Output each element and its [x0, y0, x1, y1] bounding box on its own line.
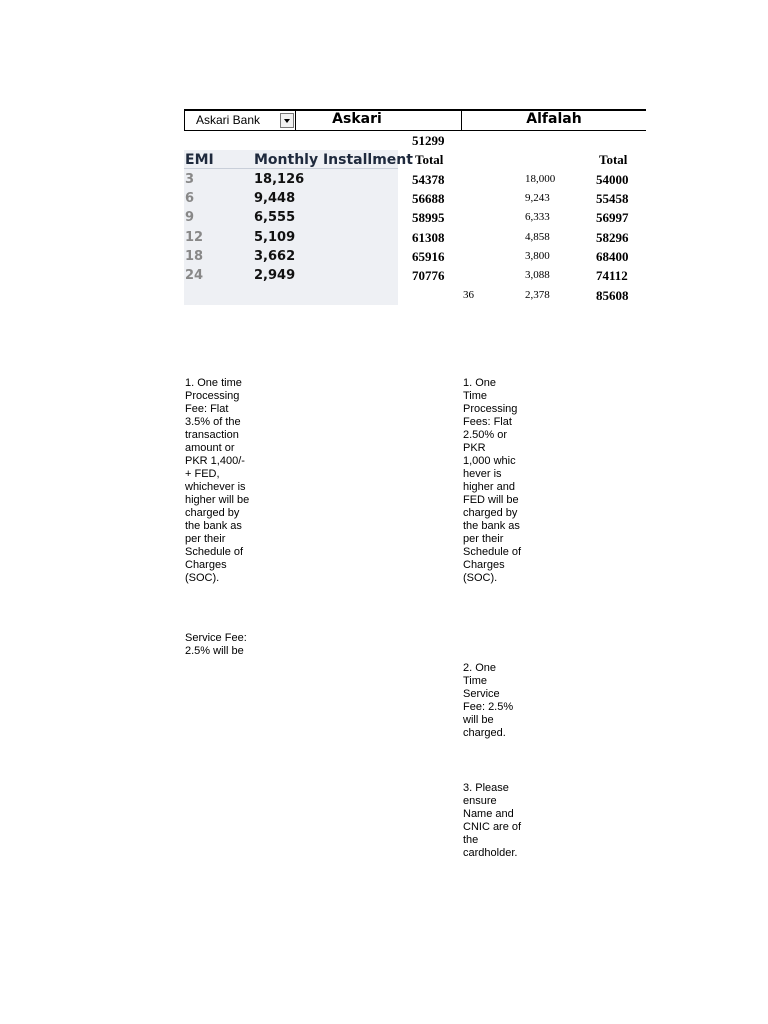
note-line: Fee: 2.5% — [463, 701, 514, 713]
askari-row-total: 56688 — [412, 191, 445, 206]
alfalah-row-total: 54000 — [596, 172, 629, 187]
note-line: Schedule of — [463, 546, 522, 558]
askari-emi-header: EMI — [185, 152, 214, 168]
askari-row-total: 58995 — [412, 210, 445, 225]
note-line: Fee: Flat — [185, 403, 229, 415]
note-line: (SOC). — [185, 572, 220, 584]
note-line: Charges — [463, 559, 505, 571]
note-line: Processing — [185, 390, 240, 402]
note-line: 2.5% will be — [185, 645, 244, 657]
note-line: charged by — [463, 507, 518, 519]
note-line: Time — [463, 390, 488, 402]
note-line: 1. One time — [185, 377, 242, 389]
note-line: 3. Please — [463, 782, 509, 794]
note-line: PKR 1,400/- — [185, 455, 245, 467]
alfalah-row-installment: 3,800 — [525, 250, 550, 262]
note-line: 2. One — [463, 662, 497, 674]
askari-row-emi: 12 — [185, 230, 204, 245]
alfalah-service-fee-note — [463, 662, 533, 740]
alfalah-row-total: 68400 — [596, 249, 629, 264]
alfalah-title: Alfalah — [526, 111, 582, 127]
note-line: Fees: Flat — [463, 416, 512, 428]
note-line: higher will be — [185, 494, 250, 506]
note-line: Service Fee: — [185, 632, 247, 644]
note-line: higher and — [463, 481, 515, 493]
note-line: per their — [463, 533, 504, 545]
alfalah-row-total: 55458 — [596, 191, 629, 206]
note-line: the bank as — [185, 520, 242, 532]
askari-row-emi: 24 — [185, 268, 204, 283]
note-line: FED will be — [463, 494, 519, 506]
note-line: transaction — [185, 429, 239, 441]
bank-select-value: Askari Bank — [196, 113, 261, 127]
askari-row-installment: 6,555 — [254, 210, 296, 225]
note-line: Time — [463, 675, 488, 687]
alfalah-row-installment: 4,858 — [525, 231, 550, 243]
askari-row-installment: 5,109 — [254, 230, 296, 245]
alfalah-row-installment: 6,333 — [525, 211, 550, 223]
alfalah-total-header: Total — [599, 152, 628, 167]
note-line: 1. One — [463, 377, 497, 389]
note-line: 3.5% of the — [185, 416, 241, 428]
note-line: 2.50% or — [463, 429, 508, 441]
askari-total-header: Total — [415, 152, 444, 167]
alfalah-processing-fee-note — [463, 377, 533, 585]
note-line: + FED, — [185, 468, 220, 480]
note-line: whichever is — [185, 481, 246, 493]
alfalah-row-installment: 18,000 — [525, 173, 556, 185]
note-line: will be — [463, 714, 494, 726]
alfalah-row-installment: 9,243 — [525, 192, 550, 204]
bank-select-dropdown[interactable] — [184, 110, 296, 131]
note-line: amount or — [185, 442, 235, 454]
note-line: hever is — [463, 468, 502, 480]
alfalah-row-total: 58296 — [596, 230, 629, 245]
askari-row-emi: 18 — [185, 249, 204, 264]
alfalah-row-installment: 2,378 — [525, 289, 550, 301]
askari-service-fee-note — [185, 632, 265, 658]
note-line: ensure — [463, 795, 497, 807]
note-line: (SOC). — [463, 572, 498, 584]
note-line: Service — [463, 688, 500, 700]
askari-title: Askari — [332, 111, 382, 127]
askari-row-total: 70776 — [412, 268, 445, 283]
alfalah-row-emi: 36 — [463, 289, 474, 301]
alfalah-row-total: 85608 — [596, 288, 629, 303]
askari-row-emi: 3 — [185, 172, 195, 187]
askari-header-underline — [184, 168, 398, 169]
note-line: the — [463, 834, 479, 846]
header-bottom-border — [296, 130, 646, 131]
alfalah-row-total: 74112 — [596, 268, 628, 283]
askari-row-total: 54378 — [412, 172, 445, 187]
askari-processing-fee-note — [185, 377, 265, 585]
alfalah-cardholder-note — [463, 782, 533, 860]
askari-row-emi: 6 — [185, 191, 195, 206]
askari-row-total: 65916 — [412, 249, 445, 264]
askari-row-emi: 9 — [185, 210, 195, 225]
alfalah-row-total: 56997 — [596, 210, 629, 225]
note-line: PKR — [463, 442, 486, 454]
note-line: the bank as — [463, 520, 520, 532]
askari-row-installment: 18,126 — [254, 172, 305, 187]
askari-row-installment: 3,662 — [254, 249, 296, 264]
note-line: charged by — [185, 507, 240, 519]
note-line: cardholder. — [463, 847, 518, 859]
chevron-down-icon[interactable] — [280, 113, 294, 128]
note-line: Name and — [463, 808, 514, 820]
askari-row-total: 61308 — [412, 230, 445, 245]
askari-monthly-header: Monthly Installment — [254, 152, 413, 168]
askari-row-installment: 2,949 — [254, 268, 296, 283]
askari-top-value: 51299 — [412, 133, 445, 148]
note-line: charged. — [463, 727, 506, 739]
note-line: per their — [185, 533, 226, 545]
askari-row-installment: 9,448 — [254, 191, 296, 206]
note-line: Charges — [185, 559, 227, 571]
alfalah-row-installment: 3,088 — [525, 269, 550, 281]
note-line: 1,000 whic — [463, 455, 516, 467]
note-line: Processing — [463, 403, 518, 415]
note-line: CNIC are of — [463, 821, 522, 833]
note-line: Schedule of — [185, 546, 244, 558]
